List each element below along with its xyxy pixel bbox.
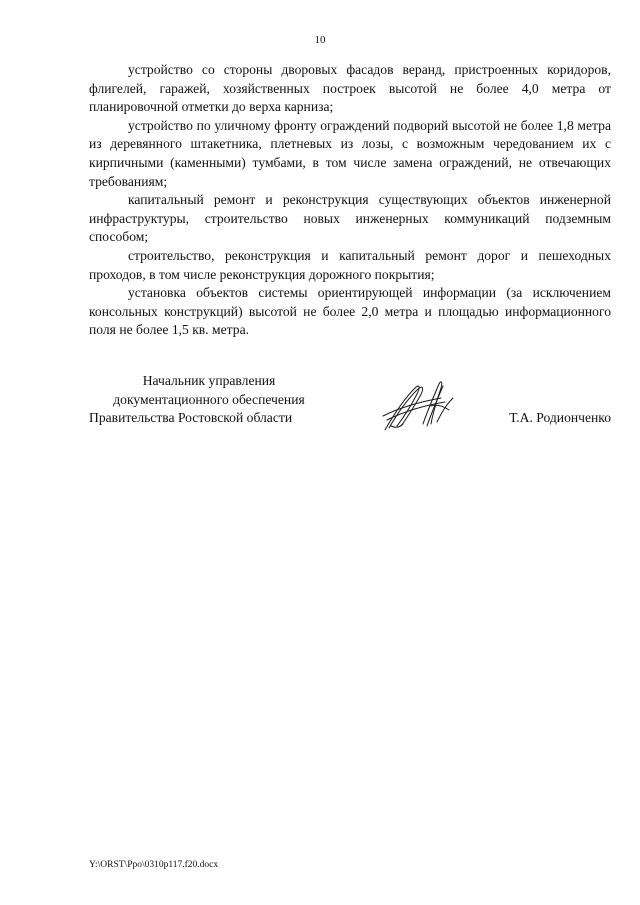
signer-position <box>89 372 329 428</box>
signer-position-line-3: Правительства Ростовской области <box>89 410 293 426</box>
paragraph-roads: строительство, реконструкция и капитальный ремонт дорог и пешеходных проходов, в том числе реконструкция дорожного покрытия; <box>89 247 611 282</box>
paragraph-signage: установка объектов системы ориентирующей информации (за исключением консольных конструкций) высотой не более 2,0 метра и площадью информационного поля не более 1,5 кв. метра. <box>89 285 611 338</box>
footer-file-path: Y:\ORST\Ppo\0310p117.f20.docx <box>89 860 219 870</box>
document-body <box>89 61 611 340</box>
signer-name: Т.А. Родионченко <box>509 410 611 425</box>
paragraph-infrastructure: капитальный ремонт и реконструкция существующих объектов инженерной инфраструктуры, строительство новых инженерных коммуникаций подземным способом; <box>89 192 611 245</box>
handwritten-signature-icon <box>379 376 459 434</box>
paragraph-verandas: устройство со стороны дворовых фасадов веранд, пристроенных коридоров, флигелей, гаражей, хозяйственных построек высотой не более 4,0 метра от планировочной отметки до верха карниза; <box>89 62 611 115</box>
page-number: 10 <box>314 34 326 46</box>
signer-position-line-2: документационного обеспечения <box>113 391 305 407</box>
paragraph-fences: устройство по уличному фронту ограждений подворий высотой не более 1,8 метра из деревянного штакетника, плетневых из лозы, с возможным чередованием их с кирпичными (каменными) тумбами, в том числе замена ограждений, не отвечающих требованиям; <box>89 117 611 189</box>
signature-block <box>89 372 611 432</box>
signer-position-line-1: Начальник управления <box>142 373 276 388</box>
